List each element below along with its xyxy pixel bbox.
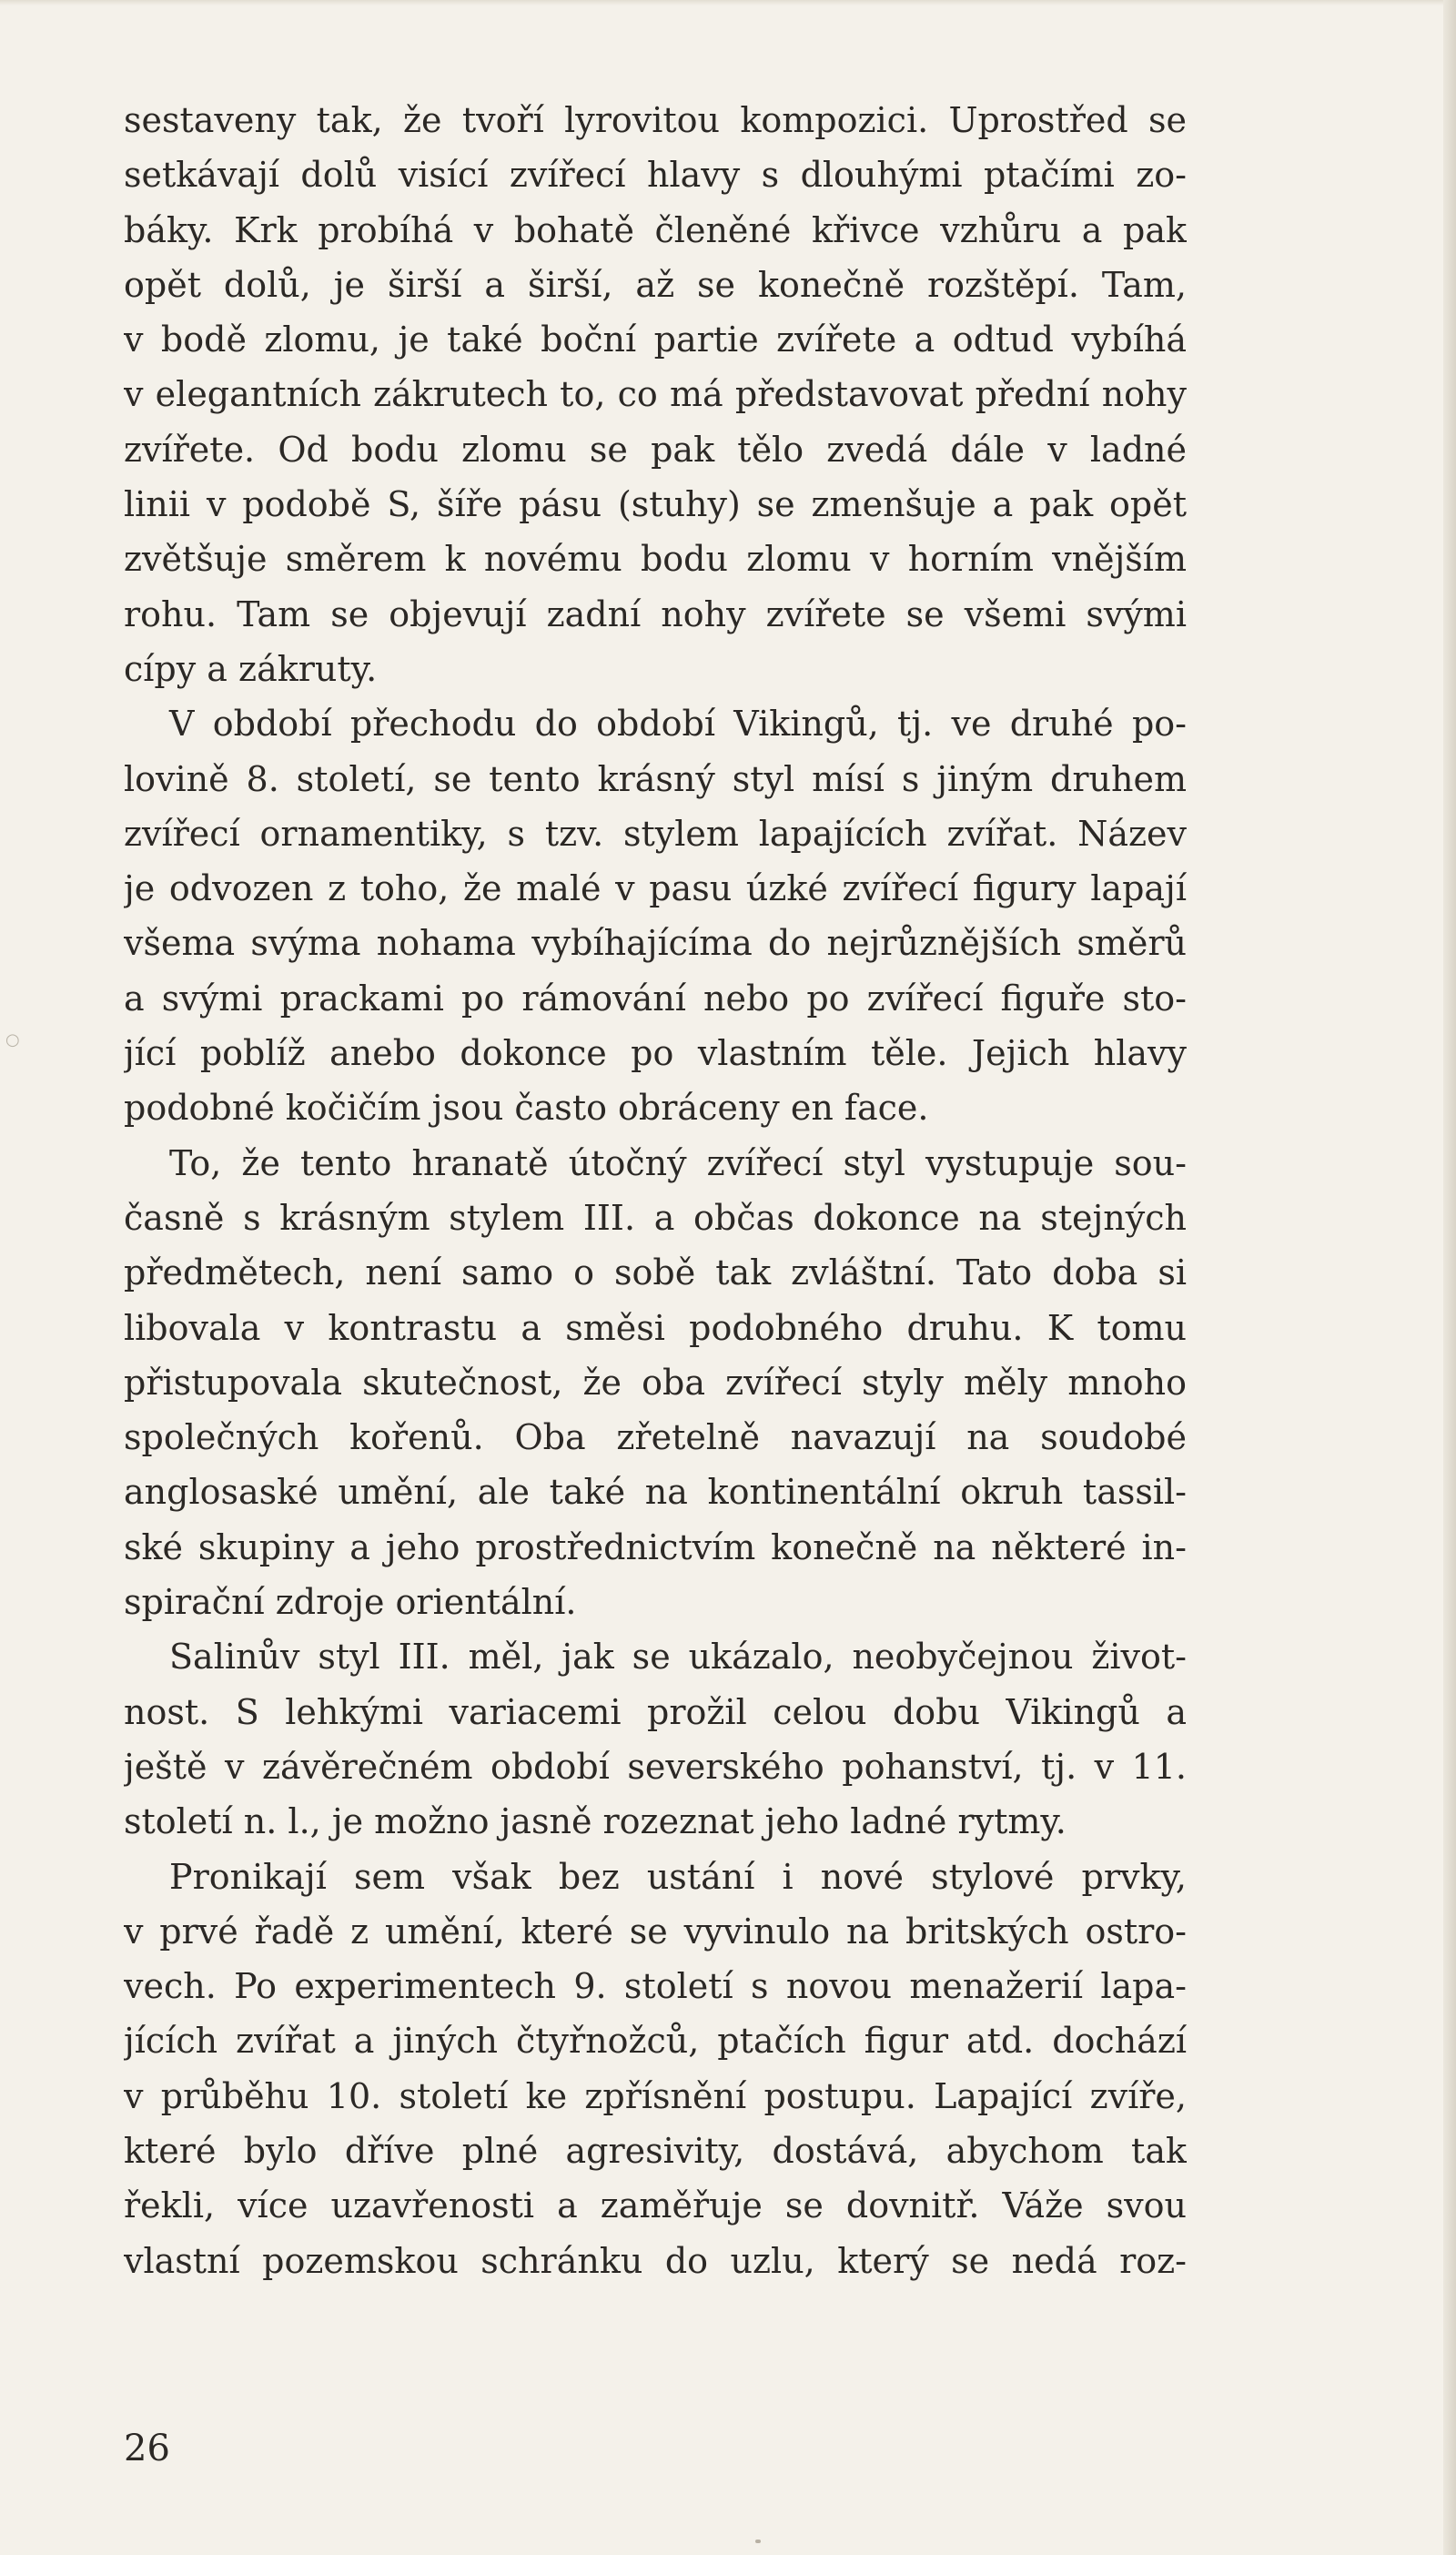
text-line: rohu. Tam se objevují zadní nohy zvířete se všemi svými <box>124 593 1187 634</box>
text-line: v průběhu 10. století ke zpřísnění postupu. Lapající zvíře, <box>124 2075 1187 2116</box>
page-right-edge <box>1443 0 1456 2555</box>
text-line: zvětšuje směrem k novému bodu zlomu v horním vnějším <box>124 539 1187 580</box>
text-line: předmětech, není samo o sobě tak zvláštní. Tato doba si <box>124 1252 1187 1293</box>
text-line: sestaveny tak, že tvoří lyrovitou kompozici. Uprostřed se <box>124 100 1187 140</box>
text-line: V období přechodu do období Vikingů, tj. ve druhé po- <box>169 704 1187 745</box>
text-line: cípy a zákruty. <box>124 648 378 689</box>
text-line: anglosaské umění, ale také na kontinentální okruh tassil- <box>124 1472 1187 1513</box>
page-top-shadow <box>0 0 1456 5</box>
page-number: 26 <box>124 2428 170 2469</box>
text-line: opět dolů, je širší a širší, až se konečně rozštěpí. Tam, <box>124 264 1187 305</box>
text-line: ské skupiny a jeho prostřednictvím konečně na některé in- <box>124 1526 1187 1567</box>
text-line: a svými prackami po rámování nebo po zvířecí figuře sto- <box>124 978 1187 1019</box>
text-line: Salinův styl III. měl, jak se ukázalo, neobyčejnou život- <box>169 1637 1187 1678</box>
text-line: podobné kočičím jsou často obráceny en face. <box>124 1088 929 1129</box>
text-line: společných kořenů. Oba zřetelně navazují na soudobé <box>124 1417 1187 1458</box>
text-line: To, že tento hranatě útočný zvířecí styl vystupuje sou- <box>169 1142 1187 1183</box>
text-line: řekli, více uzavřenosti a zaměřuje se dovnitř. Váže svou <box>124 2185 1187 2226</box>
text-line: spirační zdroje orientální. <box>124 1582 577 1623</box>
body-text <box>124 93 1187 2288</box>
text-line: zvířecí ornamentiky, s tzv. stylem lapajících zvířat. Název <box>124 813 1187 854</box>
text-line: jících zvířat a jiných čtyřnožců, ptačích figur atd. dochází <box>124 2021 1187 2062</box>
text-line: ještě v závěrečném období severského pohanství, tj. v 11. <box>124 1746 1187 1787</box>
text-line: v elegantních zákrutech to, co má představovat přední nohy <box>124 374 1187 415</box>
text-line: báky. Krk probíhá v bohatě členěné křivce vzhůru a pak <box>124 209 1187 250</box>
text-line: všema svýma nohama vybíhajícíma do nejrůznějších směrů <box>124 923 1187 964</box>
margin-mark: ○ <box>5 1030 20 1049</box>
text-line: nost. S lehkými variacemi prožil celou dobu Vikingů a <box>124 1691 1187 1732</box>
text-line: časně s krásným stylem III. a občas dokonce na stejných <box>124 1197 1187 1238</box>
text-line: v prvé řadě z umění, které se vyvinulo na britských ostro- <box>124 1911 1187 1952</box>
text-line: je odvozen z toho, že malé v pasu úzké zvířecí figury lapají <box>124 868 1187 909</box>
text-line: zvířete. Od bodu zlomu se pak tělo zvedá dále v ladné <box>124 429 1187 470</box>
text-line: Pronikají sem však bez ustání i nové stylové prvky, <box>169 1856 1187 1897</box>
text-line: přistupovala skutečnost, že oba zvířecí styly měly mnoho <box>124 1362 1187 1403</box>
text-line: vlastní pozemskou schránku do uzlu, který se nedá roz- <box>124 2240 1187 2281</box>
text-line: jící poblíž anebo dokonce po vlastním těle. Jejich hlavy <box>124 1033 1187 1074</box>
paper-speck <box>755 2540 761 2543</box>
text-line: linii v podobě S, šíře pásu (stuhy) se zmenšuje a pak opět <box>124 484 1187 525</box>
text-line: setkávají dolů visící zvířecí hlavy s dlouhými ptačími zo- <box>124 155 1187 196</box>
text-line: vech. Po experimentech 9. století s novou menažerií lapa- <box>124 1966 1187 2007</box>
text-line: století n. l., je možno jasně rozeznat jeho ladné rytmy. <box>124 1801 1067 1842</box>
text-line: lovině 8. století, se tento krásný styl mísí s jiným druhem <box>124 758 1187 799</box>
text-line: které bylo dříve plné agresivity, dostává, abychom tak <box>124 2130 1187 2171</box>
text-line: v bodě zlomu, je také boční partie zvířete a odtud vybíhá <box>124 319 1187 360</box>
text-line: libovala v kontrastu a směsi podobného druhu. K tomu <box>124 1307 1187 1348</box>
